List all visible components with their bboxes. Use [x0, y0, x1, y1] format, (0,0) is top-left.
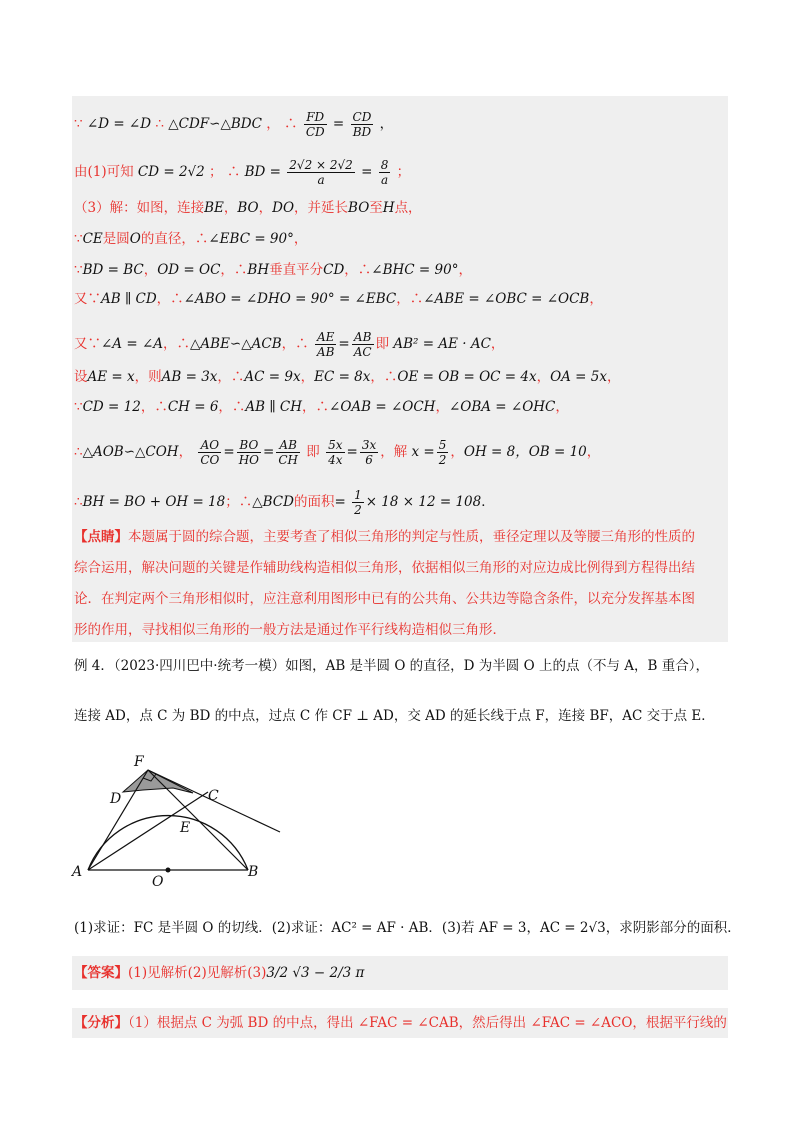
solution-line-2: 由(1)可知 CD = 2√2 ； ∴ BD = $\frac{2√2 \times 2√2}{a}$ = $\frac{8}{a}$ ； — [74, 158, 411, 187]
label-f: F — [134, 754, 144, 770]
label-o: O — [152, 874, 164, 888]
solution-line-8: 设AE = x，则AB = 3x，∴AC = 9x，EC = 8x，∴OE = OB = OC = 4x，OA = 5x， — [74, 369, 621, 385]
comment-paragraph: 【点睛】本题属于圆的综合题，主要考查了相似三角形的判定与性质，垂径定理以及等腰三角形的性质的 综合运用，解决问题的关键是作辅助线构造相似三角形，依据相似三角形的对应边成比例得到方程得出结 论．在判定两个三角形相似时，应注意利用图形中已有的公共角、公共边等隐含条件，以充分发挥基本图 形的作用，寻找相似三角形的一般方法是通过作平行线构造相似三角形． — [74, 529, 695, 638]
solution-line-6: 又∵AB ∥ CD，∴∠ABO = ∠DHO = 90° = ∠EBC，∴∠ABE = ∠OBC = ∠OCB， — [74, 291, 603, 307]
solution-line-4: ∵CE是圆O的直径，∴∠EBC = 90°， — [74, 231, 308, 247]
solution-line-1: ∵ ∠D = ∠D ∴ △CDF∽△BDC ， ∴ $\frac{FD}{CD}$ = $\frac{CD}{BD}$ ， — [74, 110, 394, 139]
solution-line-10: ∴△AOB∽△COH， $\frac{AO}{CO}$ = $\frac{BO}{HO}$ = $\frac{AB}{CH}$ 即 $\frac{5x}{4x}$ = $\frac{3x}{6}$ ，解 x = $\frac{5}{2}$ ，OH = 8，OB = 10， — [74, 438, 601, 467]
fraction: $\frac{2√2 \times 2√2}{a}$ — [289, 158, 353, 187]
center-point-o — [166, 868, 171, 873]
label-e: E — [180, 820, 191, 836]
semicircle-arc — [88, 816, 248, 870]
line-bf — [148, 770, 248, 870]
example-line-1: 例 4．（2023·四川巴中·统考一模）如图，AB 是半圆 O 的直径，D 为半圆 O 上的点（不与 A，B 重合）， — [74, 658, 709, 674]
fraction: $\frac{CD}{BD}$ — [352, 110, 372, 139]
label-c: C — [208, 788, 219, 804]
solution-line-9: ∵CD = 12，∴CH = 6，∴AB ∥ CH，∴∠OAB = ∠OCH，∠OBA = ∠OHC， — [74, 399, 569, 415]
answer-line: 【答案】(1)见解析(2)见解析(3)3/2 √3 − 2/3 π — [74, 965, 365, 981]
fraction: $\frac{AB}{AC}$ — [353, 330, 372, 359]
example-line-2: 连接 AD，点 C 为 BD 的中点，过点 C 作 CF ⊥ AD，交 AD 的延长线于点 F，连接 BF，AC 交于点 E． — [74, 708, 715, 724]
solution-line-3: （3）解：如图，连接BE，BO，DO，并延长BO至H点， — [74, 200, 422, 216]
fraction: $\frac{AE}{AB}$ — [316, 330, 335, 359]
solution-line-7: 又∵∠A = ∠A，∴△ABE∽△ACB，∴ $\frac{AE}{AB}$ = $\frac{AB}{AC}$ 即 AB² = AE · AC， — [74, 330, 505, 359]
questions-line: (1)求证：FC 是半圆 O 的切线．(2)求证：AC² = AF · AB．(3)若 AF = 3，AC = 2√3，求阴影部分的面积． — [74, 920, 741, 936]
fraction: $\frac{8}{a}$ — [380, 158, 389, 187]
solution-line-11: ∴BH = BO + OH = 18；∴△BCD的面积= $\frac{1}{2}$ × 18 × 12 = 108． — [74, 488, 495, 517]
label-a: A — [72, 864, 83, 880]
shaded-region — [123, 770, 193, 793]
analysis-line: 【分析】（1）根据点 C 为弧 BD 的中点，得出 ∠FAC = ∠CAB，然后得出 ∠FAC = ∠ACO，根据平行线的 — [74, 1015, 727, 1031]
label-d: D — [110, 791, 122, 807]
solution-line-5: ∵BD = BC，OD = OC，∴BH垂直平分CD，∴∠BHC = 90°， — [74, 262, 472, 278]
fraction: $\frac{FD}{CD}$ — [305, 110, 325, 139]
label-b: B — [248, 864, 259, 880]
geometry-figure — [68, 748, 308, 888]
